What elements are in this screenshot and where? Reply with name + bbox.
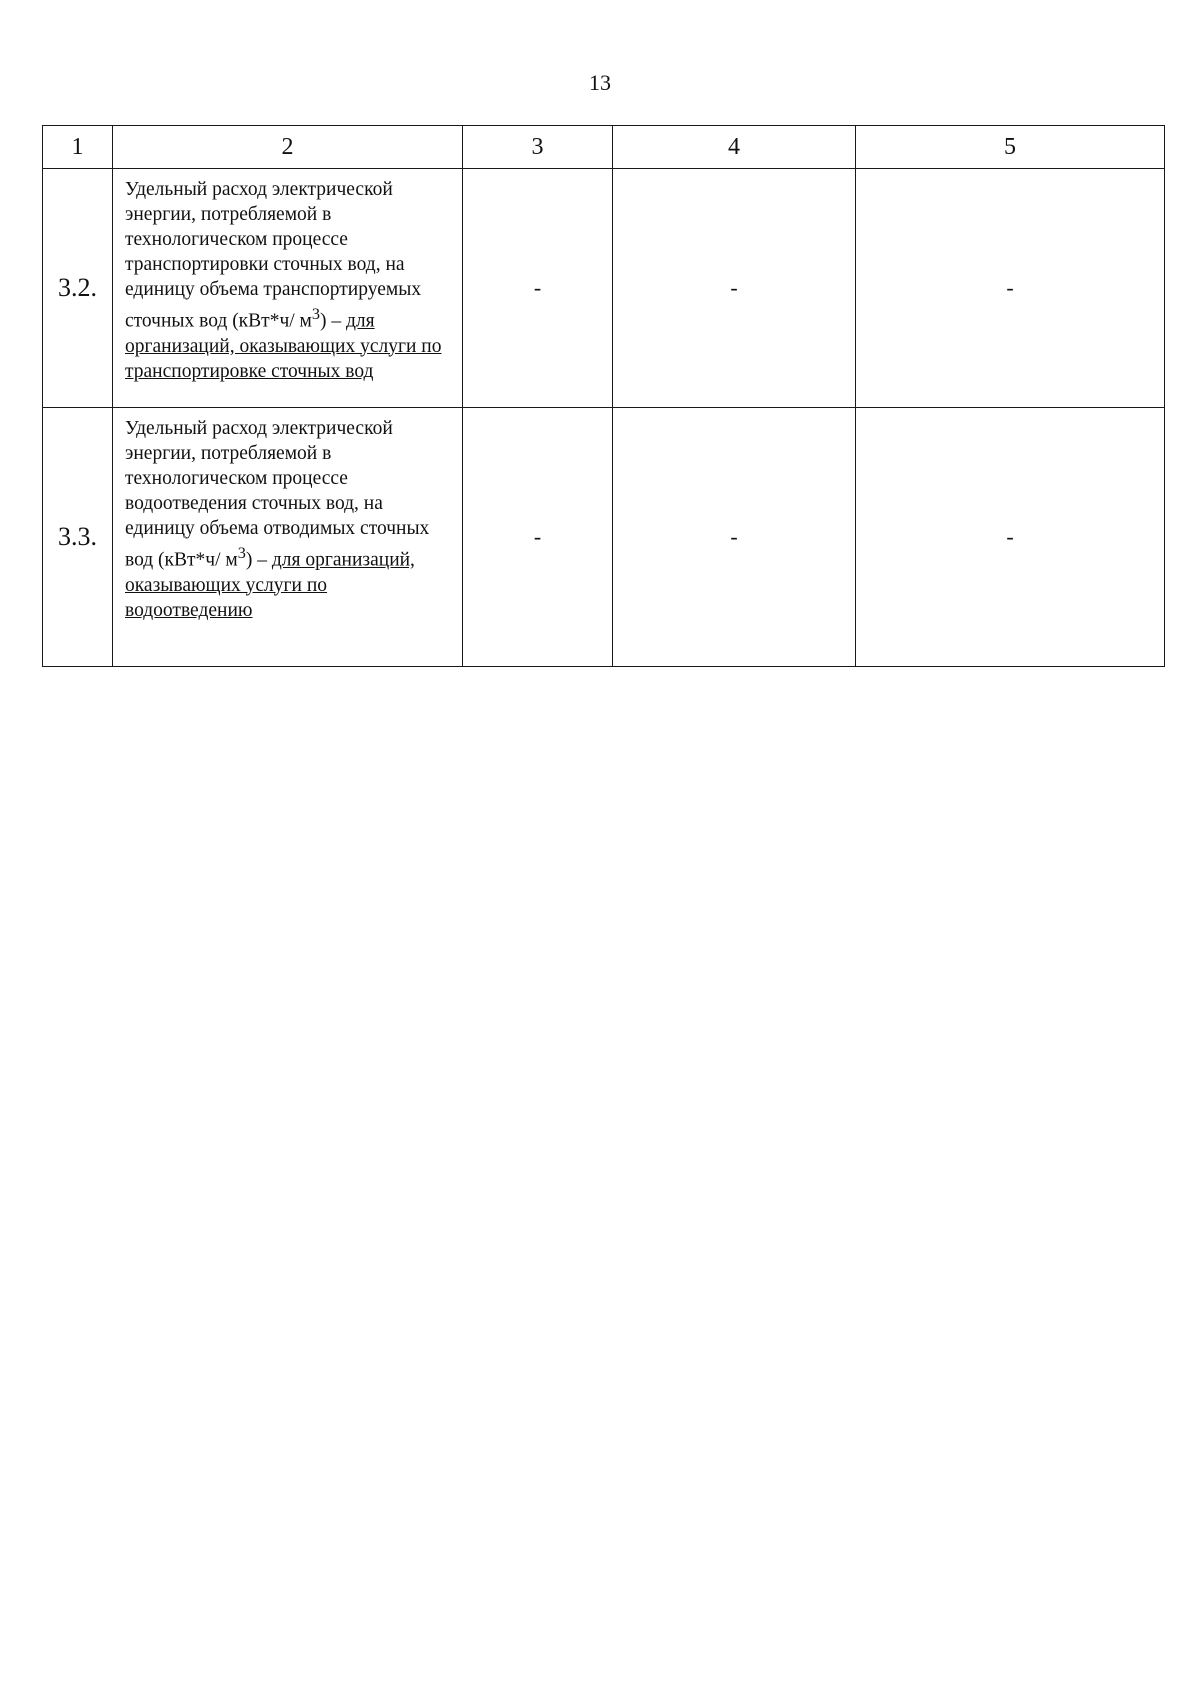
header-col-3: 3 <box>463 126 613 169</box>
row-col-4: - <box>613 408 856 667</box>
row-col-5: - <box>856 408 1165 667</box>
table-row <box>43 169 1165 408</box>
row-number: 3.3. <box>43 408 113 667</box>
description-after: ) – <box>320 310 347 332</box>
page-number: 13 <box>589 70 611 95</box>
row-col-4: - <box>613 169 856 408</box>
header-col-5: 5 <box>856 126 1165 169</box>
description-text: Удельный расход электрической энергии, потребляемой в технологическом процессе транспортировки сточных вод, на единицу объема транспортируемых сточных вод (кВт*ч/ м <box>125 179 422 332</box>
description-text: Удельный расход электрической энергии, потребляемой в технологическом процессе водоотведения сточных вод, на единицу объема отводимых сточных вод (кВт*ч/ м <box>125 418 430 571</box>
table-header-row <box>43 126 1165 169</box>
indicators-table <box>42 125 1165 667</box>
description-underlined: для организаций, оказывающих услуги по водоотведению <box>125 549 415 621</box>
table-row <box>43 408 1165 667</box>
row-col-5: - <box>856 169 1165 408</box>
header-col-4: 4 <box>613 126 856 169</box>
header-col-2: 2 <box>113 126 463 169</box>
row-description <box>113 408 463 667</box>
description-superscript: 3 <box>311 305 321 323</box>
row-col-3: - <box>463 408 613 667</box>
description-underlined: для организаций, оказывающих услуги по транспортировке сточных вод <box>125 310 442 382</box>
row-description <box>113 169 463 408</box>
description-superscript: 3 <box>237 544 246 562</box>
description-after: ) – <box>245 549 272 571</box>
row-number: 3.2. <box>43 169 113 408</box>
row-col-3: - <box>463 169 613 408</box>
header-col-1: 1 <box>43 126 113 169</box>
